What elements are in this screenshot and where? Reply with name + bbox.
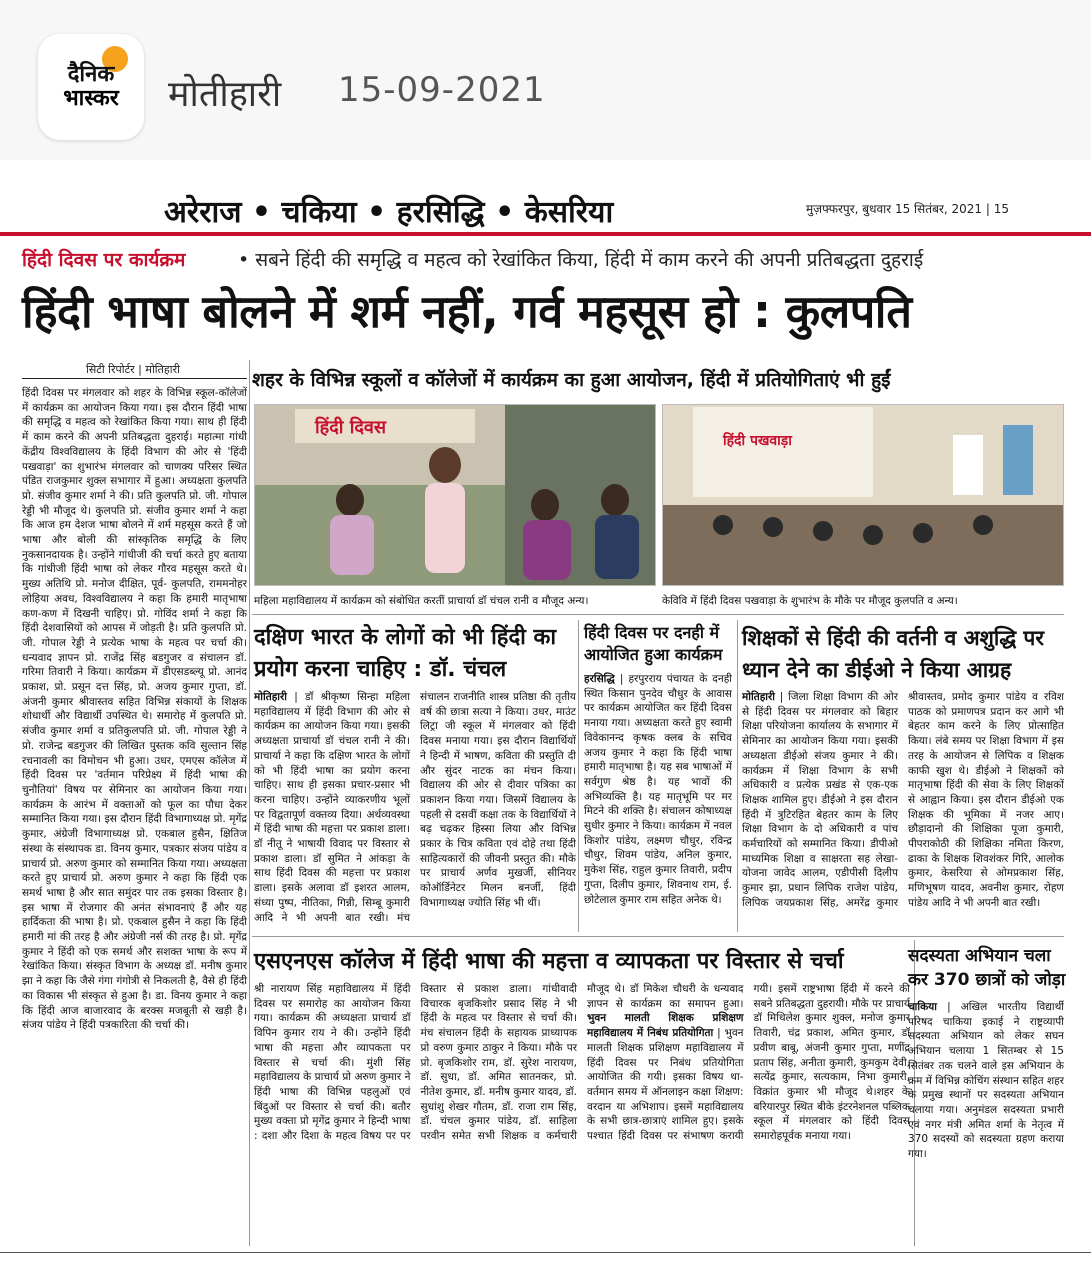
story-danhi-body	[584, 672, 732, 930]
story-sns-headline: एसएनएस कॉलेज में हिंदी भाषा की महत्ता व व्यापकता पर विस्तार से चर्चा	[254, 949, 844, 974]
edition-header	[0, 0, 1091, 160]
story-south-body	[254, 690, 576, 930]
lead-body: हिंदी दिवस पर मंगलवार को शहर के विभिन्न स्कूल-कॉलेजों में कार्यक्रम का आयोजन किया गया। इस दौरान हिंदी भाषा की समृद्धि व महत्व को रेखांकित किया गया। साथ ही हिंदी में काम करने की अपनी प्रतिबद्धता दुहराई। महात्मा गांधी केंद्रीय विश्वविद्यालय के हिंदी विभाग की ओर से 'हिंदी पखवाड़ा' का शुभारंभ मंगलवार को चाणक्य परिसर स्थित पंडित राजकुमार शुक्ल सभागार में हुआ। अध्यक्षता कुलपति प्रो. संजीव कुमार शर्मा ने की। प्रति कुलपति प्रो. जी. गोपाल रेड्डी भी मौजूद थे। कुलपति प्रो. संजीव कुमार शर्मा ने कहा कि आज हम देशज भाषा बोलने में शर्म महसूस करते हैं जो भाषा और बोली की सांस्कृतिक समृद्धि के लिए नुकसानदायक है। उन्होंने गांधीजी की चर्चा करते हुए बताया कि गांधीजी हिंदी भाषा को लेकर गौरव महसूस करते थे। मुख्य अतिथि प्रो. मनोज दीक्षित, पूर्व- कुलपति, राममनोहर लोहिया अवध, विश्वविद्यालय ने कहा कि हमारी मातृभाषा कण-कण में दिखनी चाहिए। प्रो. गोविंद शर्मा ने कहा कि हिंदी देशवासियों को आपस में जोड़ती है। प्रति कुलपति प्रो. जी. गोपाल रेड्डी ने प्रत्येक भाषा के महत्व पर चर्चा की। धन्यवाद ज्ञापन प्रो. राजेंद्र सिंह बडगुजर व संचालन डॉ. गरिमा तिवारी ने किया। कार्यक्रम में डीएसडब्ल्यू प्रो. आनंद प्रकाश, प्रो. प्रसून दत्त सिंह, प्रो. अजय कुमार गुप्ता, डॉ. अंजनी कुमार श्रीवास्तव सहित विभिन्न संकायों के शिक्षक शोधार्थी और विद्यार्थी उपस्थित थे। समारोह में कुलपति प्रो. संजीव कुमार शर्मा व प्रतिकुलपति प्रो. जी. गोपाल रेड्डी ने प्रो. राजेन्द्र बडगुजर की लिखित पुस्तक कवि सुल्तान सिंह रचनावली का विमोचन भी हुआ। उधर, एमएस कॉलेज में हिंदी दिवस पर 'वर्तमान परिप्रेक्ष्य में हिंदी भाषा की चुनौतियां' विषय पर सेमिनार का आयोजन किया गया। कार्यक्रम के आरंभ में वक्ताओं को फूल का पौधा देकर सम्मानित किया गया। इस दौरान हिंदी विभागाध्यक्ष प्रो. मृगेंद्र कुमार, अंग्रेजी विभागाध्यक्ष प्रो. एकबाल हुसैन, क्षितिज संस्था के संस्थापक डा. विनय कुमार, पत्रकार संजय पांडेय व प्राचार्य प्रो. अरुण कुमार को सम्मानित किया गया। अध्यक्षता करते हुए प्राचार्य प्रो. अरुण कुमार ने कहा कि हिंदी एक समर्थ भाषा है और सात समुंदर पार तक इसका विस्तार है। इस भाषा में रोजगार की अनंत संभावनाएं हैं और यह हार्दिकता की भाषा है। प्रो. एकबाल हुसैन ने कहा कि हिंदी हमारी मां की तरह है और अंग्रेजी नर्स की तरह है। प्रो. मृगेंद्र कुमार ने हिंदी को एक समर्थ और सशक्त भाषा के रूप में रेखांकित किया। संस्कृत विभाग के अध्यक्ष डॉ. मनीष कुमार झा ने कहा कि जैसे गंगा गंगोत्री से निकलती है, वैसे ही हिंदी का विकास भी संस्कृत से हुआ है। डा. विनय कुमार ने कहा कि हिंदी आज बाजारवाद के बरक्स मजबूती से खड़ी है। संजय पांडेय ने हिंदी पत्रकारिता की चर्चा की।	[22, 387, 247, 1032]
row-divider	[252, 614, 1064, 615]
story-deo-headline: शिक्षकों से हिंदी की वर्तनी व अशुद्धि पर ध्यान देने का डीईओ ने किया आग्रह	[742, 626, 1044, 682]
story-member-text: | अखिल भारतीय विद्यार्थी परिषद चाकिया इकाई ने राष्ट्रव्यापी सदस्यता अभियान को लेकर सघन अभियान चलाया 1 सितम्बर से 15 सितंबर तक चलने वाले इस अभियान के क्रम में विभिन्न कोचिंग संस्थान सहित शहर के प्रमुख स्थानों पर सदस्यता अभियान चलाया गया। अनुमंडल सदस्यता प्रभारी एवं नगर मंत्री अमित शर्मा के नेतृत्व में 370 सदस्यों को सदस्यता ग्रहण कराया गया।	[908, 1001, 1064, 1161]
section-rule	[0, 232, 1091, 236]
story-deo-text: | जिला शिक्षा विभाग की ओर से हिंदी दिवस पर मंगलवार को बिहार शिक्षा परियोजना कार्यालय के सभागार में सेमिनार का आयोजन किया गया। इसकी अध्यक्षता डीईओ संजय कुमार ने की। कार्यक्रम में शिक्षा विभाग के सभी अधिकारी व प्रत्येक प्रखंड से एक-एक शिक्षक शामिल हुए। डीईओ ने इस दौरान हिंदी में त्रुटिरहित बेहतर काम के लिए शिक्षा विभाग के दो अधिकारी व पांच कर्मचारियों को सम्मानित किया। डीपीओ माध्यमिक शिक्षा व साक्षरता सह लेखा-योजना जावेद आलम, एडीपीसी दिलीप कुमार झा, प्रधान लिपिक राजेश पांडेय, लिपिक जयप्रकाश सिंह, अमरेंद्र कुमार श्रीवास्तव, प्रमोद कुमार पांडेय व रविश पाठक को प्रमाणपत्र प्रदान कर आगे भी बेहतर काम करने के लिए प्रोत्साहित किया। लंबे समय पर शिक्षा विभाग में इस तरह के आयोजन से लिपिक व शिक्षक काफी खुश थे। डीईओ ने शिक्षकों को मातृभाषा हिंदी की सेवा के लिए शिक्षकों से आह्वान किया। इस दौरान डीईओ एक शिक्षक की भूमिका में नजर आए। छौड़ादानो की शिक्षिका पूजा कुमारी, पीपराकोठी की शिक्षिका नमिता किरण, ढाका के शिक्षक शिवशंकर गिरि, आलोक कुमार, केसरिया से ओमप्रकाश सिंह, मणिभूषण यादव, अवनीश कुमार, रोहण पांडेय आदि ने भी अपनी बात रखी।	[742, 691, 1064, 909]
lead-byline: सिटी रिपोर्टर | मोतिहारी	[86, 363, 180, 376]
column-divider	[737, 620, 738, 932]
story-sns-text: श्री नारायण सिंह महाविद्यालय में हिंदी दिवस पर समारोह का आयोजन किया गया। कार्यक्रम की अध्यक्षता प्राचार्य डॉ विपिन कुमार राय ने की। उन्होंने हिंदी भाषा की महत्ता और व्यापकता पर विस्तार से चर्चा की। मुंशी सिंह महाविद्यालय के प्राचार्य प्रो अरुण कुमार ने हिंदी भाषा की विभिन्न पहलुओं एवं बिंदुओं पर विस्तार से चर्चा की। बतौर मुख्य वक्ता प्रो मृगेंद्र कुमार ने हिन्दी भाषा : दशा और दिशा के महत्व विषय पर पर विस्तार से प्रकाश डाला। गांधीवादी विचारक बृजकिशोर प्रसाद सिंह ने भी हिंदी के महत्व पर विस्तार से चर्चा की। मंच संचालन हिंदी के सहायक प्राध्यापक प्रो वरुण कुमार ठाकुर ने किया। मौके पर प्रो. बृजकिशोर राम, डॉ. सुरेश नारायण, डॉ. सुधा, डॉ. अमित सातनकर, प्रो. नीतेश कुमार, डॉ. मनीष कुमार यादव, डॉ. सुधांशु शेखर गौतम, डॉ. राजा राम सिंह, डॉ. चंचल कुमार पांडेय, डॉ. साहिला परवीन समेत सभी शिक्षक व कर्मचारी मौजूद थे। डॉ मिकेश चौधरी के धन्यवाद ज्ञापन से कार्यक्रम का समापन हुआ।	[254, 983, 744, 1143]
photo-illustration	[663, 405, 1064, 586]
edition-city[interactable]: मोतीहारी	[168, 74, 282, 115]
story-member-body	[908, 1000, 1064, 1244]
story-south-text: | डॉ श्रीकृष्ण सिन्हा महिला महाविद्यालय में हिंदी विभाग की ओर से कार्यक्रम का आयोजन किया गया। इसकी अध्यक्षता प्राचार्या डॉ चंचल रानी ने की। प्राचार्या ने कहा कि दक्षिण भारत के लोगों को भी हिंदी भाषा का प्रयोग करना चाहिए। साथ ही इसका प्रचार-प्रसार भी करना चाहिए। उन्होंने व्याकरणीय भूलों पर विद्वतापूर्ण वक्तव्य दिया। अर्थव्यवस्था में हिंदी भाषा की महत्ता पर प्रकाश डाला। डॉ नीतू ने भाषायी विवाद पर विस्तार से प्रकाश डाला। डॉ सुमित ने आंकड़ा के साथ हिंदी दिवस की महत्ता पर प्रकाश डाला। इसके अलावा डॉ इशरत आलम, संध्या पुष्प, नीतिका, गिन्नी, सिम्बू कुमारी आदि ने भी अपनी बात रखी। मंच संचालन राजनीति शास्त्र प्रतिष्ठा की तृतीय वर्ष की छात्रा सत्या ने किया। उधर, माउंट लिट्रा जी स्कूल में मंगलवार को हिंदी दिवस मनाया गया। इस दौरान विद्यार्थियों ने हिन्दी में भाषण, कविता की प्रस्तुति दी और सुंदर नाटक का मंचन किया। विद्यालय की ओर से दीवार पत्रिका का प्रकाशन किया गया। जिसमें विद्यालय के पहली से दसवीं कक्षा तक के विद्यार्थियों ने बढ़ चढ़कर हिस्सा लिया और विभिन्न प्रकार के चित्र कविता एवं दोहे तथा हिंदी साहित्यकारों की जीवनी प्रस्तुत की। मौके पर प्राचार्य अर्णव मुखर्जी, सीनियर कोऑर्डिनेटर मिलन बनर्जी, हिंदी विभागाध्यक्ष ज्योति सिंह भी थीं।	[254, 691, 576, 924]
banner-text-left: हिंदी दिवस	[315, 417, 387, 438]
story-sns-subhead: भुवन मालती शिक्षक प्रशिक्षण महाविद्यालय में निबंध प्रतियोगिता	[587, 1012, 744, 1040]
story-member-dateline: चाकिया	[908, 1001, 937, 1013]
edition-date[interactable]: 15-09-2021	[338, 70, 546, 110]
column-divider	[249, 360, 250, 1246]
byline-rule	[22, 378, 247, 379]
lead-headline: हिंदी भाषा बोलने में शर्म नहीं, गर्व महसूस हो : कुलपति	[22, 285, 912, 338]
story-danhi-dateline: हरसिद्धि	[584, 673, 615, 685]
story-sns-body	[254, 982, 910, 1244]
page-meta: मुज़फ्फरपुर, बुधवार 15 सितंबर, 2021 | 15	[806, 202, 1009, 216]
story-member-headline: सदस्यता अभियान चला कर 370 छात्रों को जोड़ा	[908, 946, 1066, 990]
story-danhi-headline: हिंदी दिवस पर दनही में आयोजित हुआ कार्यक्रम	[584, 623, 723, 664]
banner-text-right: हिंदी पखवाड़ा	[723, 433, 792, 449]
story-south-dateline: मोतिहारी	[254, 691, 288, 703]
dainik-bhaskar-logo[interactable]	[38, 34, 144, 140]
story-south-headline: दक्षिण भारत के लोगों को भी हिंदी का प्रयोग करना चाहिए : डॉ. चंचल	[254, 625, 557, 682]
photo-caption-right: केविवि में हिंदी दिवस पखवाड़ा के शुभारंभ के मौके पर मौजूद कुलपति व अन्य।	[662, 595, 958, 607]
logo-line-2: भास्कर	[63, 86, 119, 111]
column-divider	[578, 620, 579, 932]
row-divider	[252, 936, 1064, 937]
story-deo-body	[742, 690, 1064, 930]
photo-university	[662, 404, 1064, 586]
story-sns-text2: | भुवन मालती शिक्षक प्रशिक्षण महाविद्यालय में हिंदी दिवस पर निबंध प्रतियोगिता आयोजित की गयी। इसका विषय था- वर्तमान समय में ऑनलाइन कक्षा शिक्षण: वरदान या अभिशाप। इसमें महाविद्यालय के सभी छात्र-छात्राएं शामिल हुए। इसके पश्चात हिंदी दिवस पर संभाषण करायी गयी। इसमें राष्ट्रभाषा हिंदी में करने की सबने प्रतिबद्धता दुहरायी। मौके पर प्राचार्य डॉ मिथिलेश कुमार शुक्ल, मनोज कुमार तिवारी, चंद्र प्रकाश, अमित कुमार, डॉ प्रवीण बाबू, अंजनी कुमार गुप्ता, मणींद्र प्रताप सिंह, अनीता कुमारी, कुमकुम देवी, सत्येंद्र कुमार, सत्यकाम, निभा कुमारी, विक्रांत कुमार भी मौजूद थे।शहर के बरियारपुर स्थित बीके इंटरनेशनल पब्लिक स्कूल में मंगलवार को हिंदी दिवस समारोहपूर्वक मनाया गया।	[587, 983, 910, 1143]
story-danhi-text: | हरपुरराय पंचायत के दनही स्थित किसान पुनदेव चौधुर के आवास पर कार्यक्रम आयोजित कर हिंदी दिवस मनाया गया। अध्यक्षता करते हुए स्वामी विवेकानन्द कृषक क्लब के सचिव अजय कुमार ने कहा कि हिंदी भाषा हमारी मातृभाषा है। यह सब भाषाओं में सर्वगुण श्रेष्ठ है। यह भावों की अभिव्यक्ति है। यह मातृभूमि पर मर मिटने की शक्ति है। संचालन कोषाध्यक्ष सुधीर कुमार ने किया। कार्यक्रम में नवल किशोर पांडेय, लक्ष्मण चौधुर, रविन्द्र चौधुर, शिवम पांडेय, अनिल कुमार, मुकेश सिंह, राहुल कुमार तिवारी, प्रदीप गुप्ता, दिलीप कुमार, शिवनाथ राम, ई. छोटेलाल कुमार राम सहित अनेक थे।	[584, 673, 732, 906]
lead-kicker-sub: • सबने हिंदी की समृद्धि व महत्व को रेखांकित किया, हिंदी में काम करने की अपनी प्रतिबद्धता दुहराई	[238, 249, 924, 271]
story-deo-dateline: मोतिहारी	[742, 691, 776, 703]
logo-line-1: दैनिक	[67, 62, 115, 87]
section-title: अरेराज • चकिया • हरसिद्धि • केसरिया	[164, 195, 614, 230]
lead-deck: शहर के विभिन्न स्कूलों व कॉलेजों में कार्यक्रम का हुआ आयोजन, हिंदी में प्रतियोगिताएं भी हुईं	[252, 369, 891, 391]
page-bottom-rule	[0, 1252, 1091, 1253]
lead-kicker: हिंदी दिवस पर कार्यक्रम	[22, 249, 186, 271]
photo-caption-left: महिला महाविद्यालय में कार्यक्रम को संबोधित करतीं प्राचार्या डॉ चंचल रानी व मौजूद अन्य।	[254, 595, 589, 607]
photo-mahila-college	[254, 404, 656, 586]
photo-illustration	[255, 405, 656, 586]
